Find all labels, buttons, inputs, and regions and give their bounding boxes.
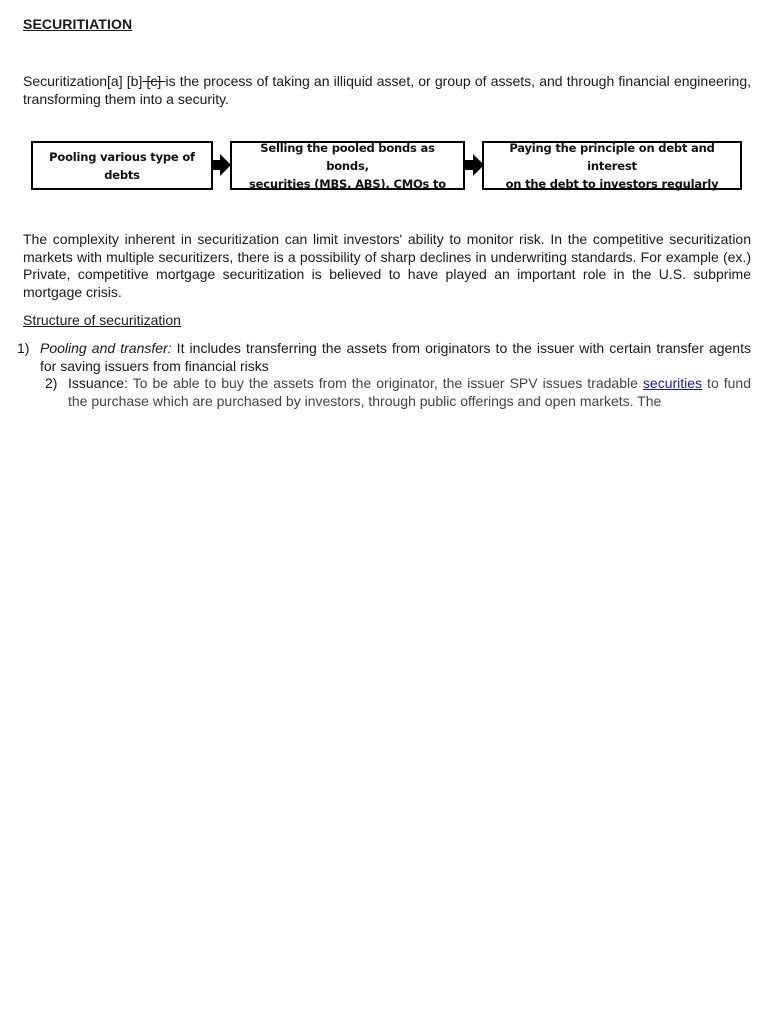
flow-box-paying-line1: Paying the principle on debt and interest (509, 140, 715, 173)
document-title: SECURITIATION (23, 16, 133, 32)
complexity-paragraph: The complexity inherent in securitization can limit investors' ability to monitor risk. In the competitive securitization markets with multiple securitizers, there is a possibility of sharp declines in underwriting standards. For example (ex.) Private, competitive mortgage securitization is believed to have played an important role in the U.S. subprime mortgage crisis. (23, 231, 751, 301)
flow-box-selling-line2: securities (MBS, ABS), CMOs to (249, 176, 446, 191)
flow-box-paying-line2: on the debt to investors regularly (505, 176, 719, 191)
securitization-flow-diagram (31, 141, 740, 190)
structure-heading: Structure of securitization (23, 312, 181, 328)
flow-box-selling (230, 141, 465, 190)
list-item-pooling-transfer (17, 340, 751, 375)
intro-struck-text: [c] (142, 73, 166, 89)
flow-box-selling-line1: Selling the pooled bonds as bonds, (260, 140, 435, 173)
list-item-lead: Pooling and transfer: (40, 340, 172, 356)
list-item-number: 2) (45, 375, 58, 391)
intro-paragraph (23, 72, 751, 108)
flow-box-paying (482, 141, 742, 190)
list-item-issuance (45, 375, 751, 410)
flow-box-pooling-line1: Pooling various type of (49, 149, 195, 164)
flow-box-pooling (31, 141, 213, 190)
list-item-text-after-link: to fund the purchase which are purchased by investors, through public offerings and open markets. The (68, 375, 751, 409)
list-item-text-before-link: To be able to buy the assets from the originator, the issuer SPV issues tradable (127, 375, 643, 391)
securities-link[interactable]: securities (642, 375, 703, 391)
flow-arrow-icon (211, 154, 231, 176)
list-item-text: It includes transferring the assets from originators to the issuer with certain transfer agents for saving issuers from financial risks (40, 340, 751, 374)
flow-arrow-icon (464, 154, 484, 176)
list-item-number: 1) (17, 340, 30, 356)
intro-text-end: is the process of taking an illiquid asset, or group of assets, and through financial engineering, transforming them into a security. (23, 73, 752, 107)
intro-text-start: Securitization[a] [b] (23, 73, 143, 89)
list-item-lead: Issuance: (68, 375, 128, 391)
flow-box-pooling-line2: debts (104, 167, 140, 182)
